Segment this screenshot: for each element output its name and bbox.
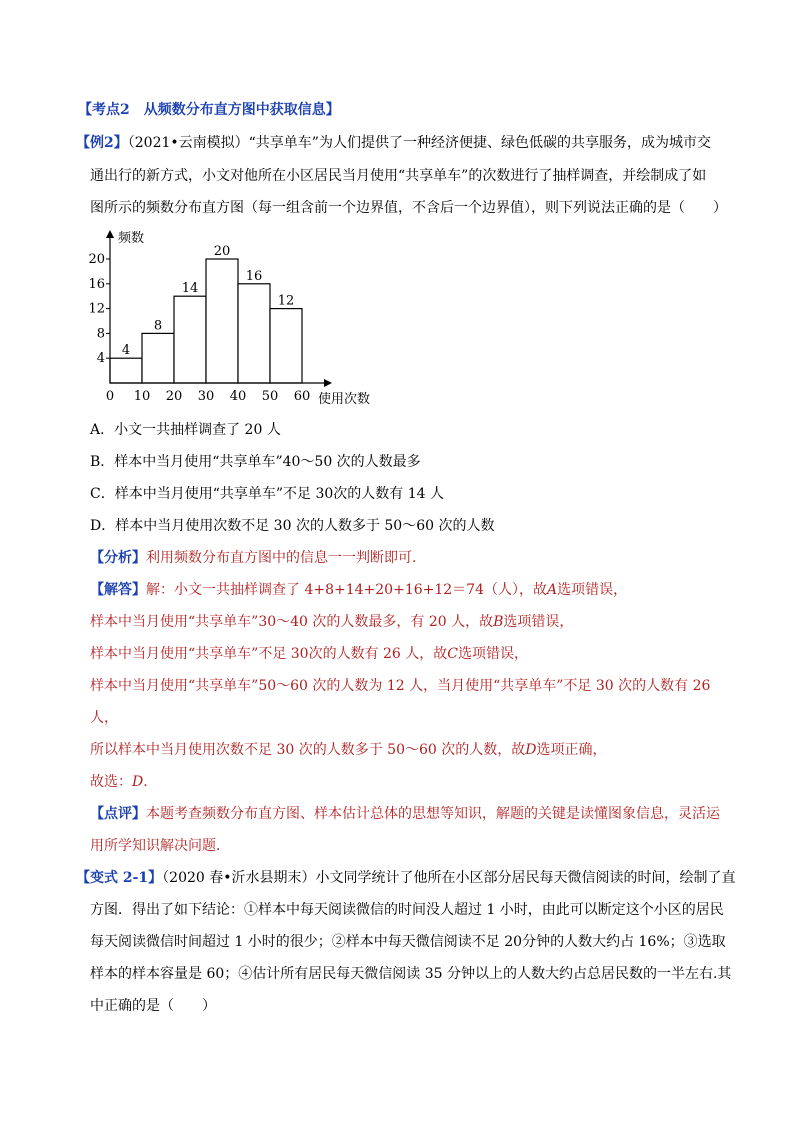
option-a: A．小文一共抽样调查了 20 人 <box>90 422 281 438</box>
bar-value-label: 20 <box>213 244 231 259</box>
example-line-1 <box>76 133 711 153</box>
solution-letter-3: C <box>447 646 459 662</box>
solution-text-7a: 故选： <box>90 774 132 790</box>
bar-value-label: 12 <box>277 293 295 309</box>
solution-text-2b: 选项错误， <box>503 614 574 630</box>
variant-line-2: 方图．得出了如下结论：①样本中每天阅读微信的时间没人超过 1 小时，由此可以断定这个小区的居民 <box>90 902 724 918</box>
histogram-bar <box>110 358 142 383</box>
histogram-bar <box>174 296 206 383</box>
solution-text-6b: 选项正确， <box>536 742 607 758</box>
solution-text-2a: 样本中当月使用“共享单车”30～40 次的人数最多，有 20 人，故 <box>90 614 494 630</box>
x-tick-label: 40 <box>229 389 247 404</box>
comment-line-2: 用所学知识解决问题． <box>90 838 230 854</box>
comment-text-1: 本题考查频数分布直方图、样本估计总体的思想等知识，解题的关键是读懂图象信息，灵活运 <box>146 806 720 822</box>
analysis-text: 利用频数分布直方图中的信息一一判断即可. <box>146 550 417 566</box>
example-text-1: “共享单车”为人们提供了一种经济便捷、绿色低碳的共享服务，成为城市交 <box>248 135 711 151</box>
bar-value-label: 16 <box>245 268 263 284</box>
y-tick-label: 4 <box>96 351 105 367</box>
solution-letter-2: B <box>493 614 504 630</box>
x-tick-label: 30 <box>197 389 215 404</box>
variant-line-3: 每天阅读微信时间超过 1 小时的很少；②样本中每天微信阅读不足 20分钟的人数大约占 16%；③选取 <box>90 934 726 950</box>
y-tick-label: 8 <box>96 326 105 342</box>
example-source: （2021•云南模拟） <box>127 135 249 151</box>
x-tick-label: 50 <box>261 389 279 404</box>
bar-value-label: 14 <box>181 281 199 297</box>
solution-letter-1: A <box>547 582 558 598</box>
x-tick-label: 60 <box>293 389 311 404</box>
variant-line-5: 中正确的是（ ） <box>90 998 216 1014</box>
solution-line-4: 样本中当月使用“共享单车”50～60 次的人数为 12 人，当月使用“共享单车”不足 30 次的人数有 26 <box>90 678 711 694</box>
option-c: C．样本中当月使用“共享单车”不足 30次的人数有 14 人 <box>90 486 445 502</box>
solution-line-5: 人， <box>90 710 118 726</box>
solution-letter-7: D <box>132 774 144 790</box>
histogram-bar <box>206 259 238 383</box>
histogram-bar <box>238 284 270 383</box>
comment-tag: 【点评】 <box>90 806 146 822</box>
histogram-bar <box>142 333 174 383</box>
x-tick-label: 0 <box>105 389 115 404</box>
y-tick-label: 20 <box>88 252 105 267</box>
x-tick-label: 10 <box>133 389 151 404</box>
solution-letter-6: D <box>525 742 537 758</box>
histogram-bar <box>270 309 302 383</box>
bar-value-label: 8 <box>153 318 163 334</box>
bar-value-label: 4 <box>121 343 131 359</box>
example-line-3: 图所示的频数分布直方图（每一组含前一个边界值，不含后一个边界值），则下列说法正确的是（ ） <box>90 200 727 216</box>
y-tick-label: 12 <box>88 301 105 317</box>
x-axis-title: 使用次数 <box>318 392 371 407</box>
analysis-tag: 【分析】 <box>90 550 146 566</box>
variant-text-1: （2020 春•沂水县期末）小文同学统计了他所在小区部分居民每天微信阅读的时间，绘制了直 <box>162 870 736 886</box>
y-tick-label: 16 <box>88 276 105 292</box>
solution-line-2 <box>90 612 573 632</box>
solution-line-6 <box>90 740 606 760</box>
solution-text-3a: 样本中当月使用“共享单车”不足 30次的人数有 26 人，故 <box>90 646 448 662</box>
solution-text-6a: 所以样本中当月使用次数不足 30 次的人数多于 50～60 次的人数，故 <box>90 742 526 758</box>
solution-line-7 <box>90 772 148 792</box>
solution-text-1a: 解：小文一共抽样调查了 4+8+14+20+16+12＝74（人），故 <box>146 582 547 598</box>
y-axis-title: 频数 <box>118 231 145 246</box>
example-line-2: 通出行的新方式，小文对他所在小区居民当月使用“共享单车”的次数进行了抽样调查，并绘制成了如 <box>90 168 707 184</box>
solution-tag: 【解答】 <box>90 582 146 598</box>
section-title: 【考点2 从频数分布直方图中获取信息】 <box>78 102 340 118</box>
solution-text-7b: . <box>143 774 148 790</box>
x-axis-arrow <box>324 379 332 387</box>
analysis-line <box>90 548 416 568</box>
comment-line-1 <box>90 804 720 824</box>
example-tag: 【例2】 <box>76 135 128 151</box>
option-b: B．样本中当月使用“共享单车”40～50 次的人数最多 <box>90 454 421 470</box>
solution-line-3 <box>90 644 528 664</box>
variant-line-1 <box>76 868 736 888</box>
solution-line-1 <box>90 580 627 600</box>
y-axis-arrow <box>106 230 114 238</box>
histogram-chart <box>88 226 392 412</box>
variant-line-4: 样本的样本容量是 60；④估计所有居民每天微信阅读 35 分钟以上的人数大约占总居民数的一半左右.其 <box>90 966 732 982</box>
solution-text-3b: 选项错误， <box>458 646 529 662</box>
x-tick-label: 20 <box>165 389 183 404</box>
variant-tag: 【变式 2-1】 <box>76 870 163 886</box>
option-d: D．样本中当月使用次数不足 30 次的人数多于 50～60 次的人数 <box>90 518 495 534</box>
solution-text-1b: 选项错误， <box>557 582 628 598</box>
